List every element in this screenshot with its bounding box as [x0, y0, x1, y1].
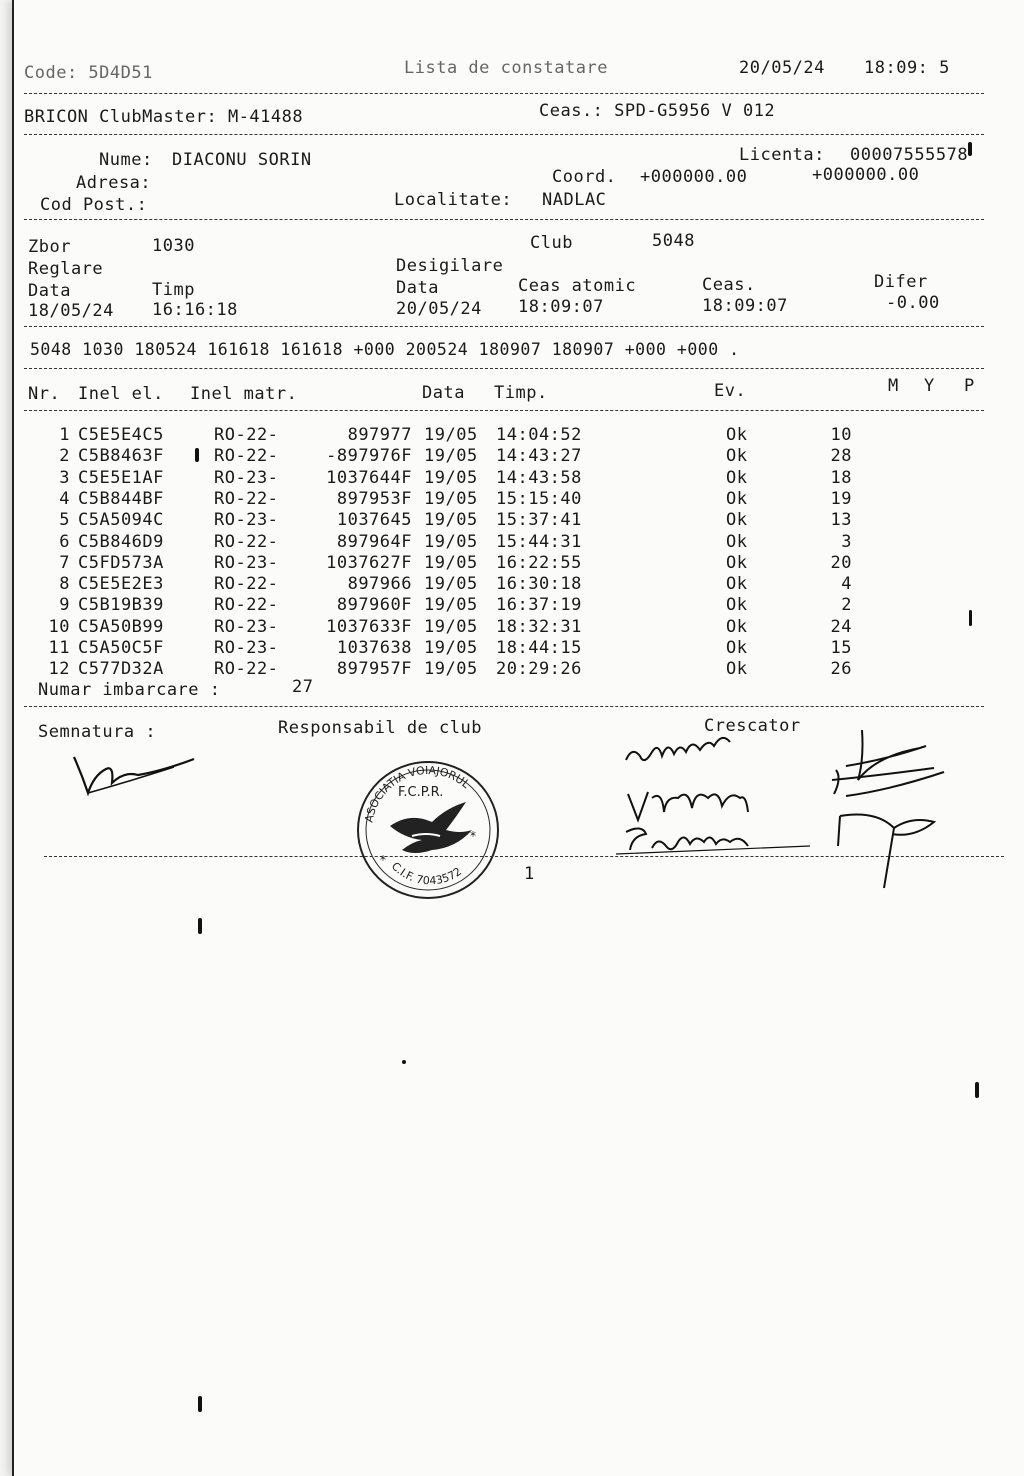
- cell-pre: RO-22-: [214, 446, 279, 467]
- table-row: [14, 574, 1024, 595]
- table-row: [14, 425, 1024, 446]
- cell-ev: Ok: [726, 552, 748, 573]
- cell-num: 1037644F: [326, 467, 412, 488]
- cell-time: 16:22:55: [496, 552, 582, 573]
- cell-date: 19/05: [424, 574, 478, 595]
- cell-pre: RO-23-: [214, 552, 279, 573]
- scan-mark: [198, 1396, 202, 1412]
- cell-date: 19/05: [424, 510, 478, 531]
- cell-num: 1037633F: [326, 616, 412, 637]
- print-date: 20/05/24: [739, 58, 825, 78]
- cell-pre: RO-22-: [214, 595, 279, 616]
- cell-num: 897957F: [336, 659, 412, 680]
- club-label: Club: [530, 233, 573, 253]
- cell-date: 19/05: [424, 425, 478, 445]
- difference-label: Difer: [874, 272, 928, 292]
- cell-el: C5A50C5F: [78, 638, 164, 658]
- cell-nr: 11: [48, 638, 70, 658]
- table-row: [14, 468, 1024, 489]
- divider: [44, 856, 1004, 857]
- cell-ev: Ok: [726, 616, 748, 637]
- cell-num: 1037627F: [326, 552, 412, 573]
- cell-el: C5B8463F: [78, 446, 164, 467]
- cell-num: 1037638: [336, 638, 412, 658]
- table-row: [14, 553, 1024, 574]
- cell-num: -897976F: [326, 446, 412, 467]
- cell-pos: 3: [841, 531, 852, 552]
- svg-text:*: *: [380, 853, 386, 867]
- cell-date: 19/05: [424, 467, 478, 488]
- clock-id: Ceas.: SPD-G5956 V 012: [539, 101, 776, 121]
- table-row: [14, 638, 1024, 659]
- cell-num: 897966: [347, 574, 412, 595]
- club-master-id: BRICON ClubMaster: M-41488: [24, 107, 304, 127]
- des-date-label: Data: [396, 278, 439, 298]
- scan-mark: [402, 1060, 406, 1064]
- table-row: [14, 532, 1024, 553]
- cell-date: 19/05: [424, 552, 478, 573]
- divider: [24, 93, 984, 94]
- page-number: 1: [524, 864, 535, 884]
- cell-nr: 1: [59, 425, 70, 445]
- svg-text:*: *: [470, 829, 476, 843]
- cell-num: 897977: [347, 425, 412, 445]
- cell-el: C5E5E2E3: [78, 574, 164, 595]
- cell-ev: Ok: [726, 574, 748, 595]
- col-ev: Ev.: [714, 381, 747, 401]
- cell-ev: Ok: [726, 488, 748, 509]
- cell-time: 16:37:19: [496, 595, 582, 616]
- cell-date: 19/05: [424, 616, 478, 637]
- cell-time: 14:43:27: [496, 446, 582, 467]
- coord-lat: +000000.00: [640, 167, 748, 187]
- cell-date: 19/05: [424, 595, 478, 616]
- cell-pos: 4: [841, 574, 852, 595]
- cell-pre: RO-22-: [214, 531, 279, 552]
- cell-el: C5E5E1AF: [78, 467, 164, 488]
- cell-pos: 18: [830, 467, 852, 488]
- scan-mark: [975, 1082, 979, 1098]
- locality-label: Localitate:: [394, 190, 513, 210]
- cell-pre: RO-22-: [214, 574, 279, 595]
- clock-label: Ceas.: [702, 275, 756, 295]
- license-label: Licenta:: [739, 145, 825, 165]
- cell-date: 19/05: [424, 659, 478, 680]
- cell-nr: 10: [48, 616, 70, 637]
- coord-label: Coord.: [552, 167, 617, 187]
- reglare-label: Reglare: [28, 259, 104, 279]
- cell-nr: 2: [59, 446, 70, 467]
- col-inel-matr: Inel matr.: [190, 384, 298, 404]
- signature-label: Semnatura :: [38, 722, 157, 742]
- cell-nr: 3: [59, 467, 70, 488]
- cell-pos: 20: [830, 552, 852, 573]
- reg-time-label: Timp: [152, 280, 195, 300]
- cell-nr: 8: [59, 574, 70, 595]
- cell-num: 897960F: [336, 595, 412, 616]
- cell-pre: RO-23-: [214, 510, 279, 531]
- reg-time: 16:16:18: [152, 300, 238, 320]
- encoded-line: 5048 1030 180524 161618 161618 +000 200524 180907 180907 +000 +000 .: [30, 340, 740, 359]
- atomic-clock-label: Ceas atomic: [518, 276, 637, 296]
- cell-pos: 13: [830, 510, 852, 531]
- cell-ev: Ok: [726, 446, 748, 467]
- col-nr: Nr.: [28, 384, 61, 404]
- scan-mark: [195, 448, 199, 462]
- reg-date: 18/05/24: [28, 301, 114, 321]
- cell-num: 897964F: [336, 531, 412, 552]
- printout-page: [14, 0, 1024, 1476]
- cell-pre: RO-23-: [214, 616, 279, 637]
- table-row: [14, 446, 1024, 467]
- clock-time: 18:09:07: [702, 296, 788, 316]
- cell-nr: 5: [59, 510, 70, 531]
- boarding-label: Numar imbarcare :: [38, 680, 221, 700]
- signature-scribble: [64, 745, 214, 805]
- coord-lon: +000000.00: [812, 165, 920, 185]
- flight-label: Zbor: [28, 237, 71, 257]
- cell-nr: 4: [59, 488, 70, 509]
- cell-pre: RO-22-: [214, 659, 279, 680]
- cell-time: 15:44:31: [496, 531, 582, 552]
- difference-value: -0.00: [886, 293, 940, 313]
- cell-el: C5A50B99: [78, 616, 164, 637]
- reg-date-label: Data: [28, 281, 71, 301]
- atomic-time: 18:09:07: [518, 297, 604, 317]
- col-timp: Timp.: [494, 383, 548, 403]
- cell-ev: Ok: [726, 595, 748, 616]
- divider: [24, 410, 984, 411]
- divider: [24, 326, 984, 327]
- cell-date: 19/05: [424, 638, 478, 658]
- document-title: Lista de constatare: [404, 58, 608, 78]
- postal-label: Cod Post.:: [40, 195, 148, 215]
- code-label: Code: 5D4D51: [24, 63, 153, 83]
- breeder-label: Crescator: [704, 716, 801, 736]
- col-data: Data: [422, 383, 465, 403]
- cell-num: 897953F: [336, 488, 412, 509]
- cell-time: 15:15:40: [496, 488, 582, 509]
- cell-time: 20:29:26: [496, 659, 582, 680]
- cell-nr: 7: [59, 552, 70, 573]
- cell-pre: RO-23-: [214, 638, 279, 658]
- cell-pre: RO-23-: [214, 467, 279, 488]
- table-row: [14, 617, 1024, 638]
- cell-el: C5B19B39: [78, 595, 164, 616]
- cell-el: C5B846D9: [78, 531, 164, 552]
- col-m: M: [888, 376, 899, 396]
- cell-date: 19/05: [424, 488, 478, 509]
- svg-text:ASOCIATIA VOIAJORUL: ASOCIATIA VOIAJORUL: [362, 763, 473, 824]
- divider: [24, 706, 984, 707]
- table-row: [14, 510, 1024, 531]
- license-number: 00007555578: [850, 145, 969, 165]
- cell-pre: RO-22-: [214, 425, 279, 445]
- svg-text:C.I.F. 7043572: C.I.F. 7043572: [388, 859, 464, 888]
- cell-el: C5B844BF: [78, 488, 164, 509]
- cell-date: 19/05: [424, 446, 478, 467]
- table-row: [14, 659, 1024, 680]
- col-y: Y: [924, 376, 935, 396]
- name-label: Nume:: [99, 150, 153, 170]
- cell-ev: Ok: [726, 510, 748, 531]
- cell-pos: 2: [841, 595, 852, 616]
- club-responsible-label: Responsabil de club: [278, 718, 482, 738]
- cell-num: 1037645: [336, 510, 412, 531]
- col-inel-el: Inel el.: [78, 384, 164, 404]
- desigilare-label: Desigilare: [396, 256, 504, 276]
- flight-number: 1030: [152, 236, 195, 256]
- scan-mark: [969, 610, 972, 626]
- owner-name: DIACONU SORIN: [172, 150, 312, 170]
- cell-el: C577D32A: [78, 659, 164, 680]
- des-date: 20/05/24: [396, 299, 482, 319]
- locality-value: NADLAC: [542, 190, 607, 210]
- cell-date: 19/05: [424, 531, 478, 552]
- divider: [24, 134, 984, 135]
- boarding-count: 27: [292, 677, 314, 697]
- cell-ev: Ok: [726, 659, 748, 680]
- table-row: [14, 489, 1024, 510]
- cell-ev: Ok: [726, 638, 748, 658]
- cell-pos: 15: [830, 638, 852, 658]
- cell-time: 14:43:58: [496, 467, 582, 488]
- scan-mark: [968, 142, 972, 156]
- svg-text:F.C.P.R.: F.C.P.R.: [398, 785, 444, 800]
- cell-nr: 9: [59, 595, 70, 616]
- cell-el: C5FD573A: [78, 552, 164, 573]
- table-row: [14, 595, 1024, 616]
- cell-time: 18:32:31: [496, 616, 582, 637]
- cell-el: C5E5E4C5: [78, 425, 164, 445]
- cell-time: 18:44:15: [496, 638, 582, 658]
- cell-ev: Ok: [726, 425, 748, 445]
- cell-el: C5A5094C: [78, 510, 164, 531]
- cell-nr: 12: [48, 659, 70, 680]
- col-p: P: [964, 376, 975, 396]
- cell-nr: 6: [59, 531, 70, 552]
- divider: [24, 368, 984, 369]
- cell-pre: RO-22-: [214, 488, 279, 509]
- print-time: 18:09: 5: [864, 58, 950, 78]
- cell-time: 15:37:41: [496, 510, 582, 531]
- scan-mark: [198, 918, 202, 934]
- cell-ev: Ok: [726, 531, 748, 552]
- cell-pos: 26: [830, 659, 852, 680]
- cell-pos: 19: [830, 488, 852, 509]
- cell-pos: 10: [830, 425, 852, 445]
- cell-pos: 24: [830, 616, 852, 637]
- cell-ev: Ok: [726, 467, 748, 488]
- association-stamp: [350, 752, 506, 902]
- address-label: Adresa:: [76, 173, 152, 193]
- divider: [24, 219, 984, 220]
- cell-pos: 28: [830, 446, 852, 467]
- club-number: 5048: [652, 231, 695, 251]
- cell-time: 14:04:52: [496, 425, 582, 445]
- handwritten-signatures: [614, 720, 954, 890]
- cell-time: 16:30:18: [496, 574, 582, 595]
